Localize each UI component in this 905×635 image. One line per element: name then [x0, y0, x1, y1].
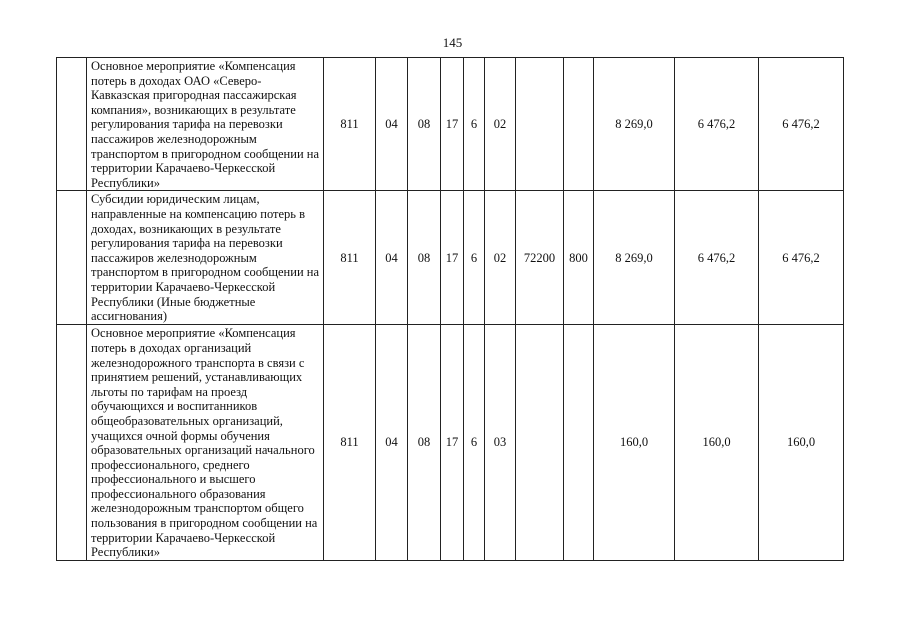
subprogram-code-cell: 6	[464, 191, 485, 325]
target-code-cell	[516, 58, 564, 191]
amount-3-cell: 6 476,2	[759, 191, 844, 325]
subsection-code-cell: 08	[408, 58, 441, 191]
amount-2-cell: 6 476,2	[675, 58, 759, 191]
table-row	[57, 191, 844, 325]
table-row	[57, 58, 844, 191]
program-code-cell: 17	[441, 58, 464, 191]
amount-1-cell: 8 269,0	[594, 58, 675, 191]
section-code-cell: 04	[376, 191, 408, 325]
ministry-code-cell: 811	[324, 191, 376, 325]
amount-1-cell: 160,0	[594, 325, 675, 561]
amount-2-cell: 160,0	[675, 325, 759, 561]
subsection-code-cell: 08	[408, 325, 441, 561]
event-code-cell: 02	[485, 191, 516, 325]
expense-type-cell	[564, 325, 594, 561]
ministry-code-cell: 811	[324, 325, 376, 561]
description-cell: Основное мероприятие «Компенсация потерь в доходах ОАО «Северо-Кавказская пригородная пассажирская компания», возникающих в результате регулирования тарифа на перевозки пассажиров железнодорожным транспортом в пригородном сообщении на территории Карачаево-Черкесской Республики»	[87, 58, 324, 191]
page-number: 145	[442, 35, 463, 50]
section-code-cell: 04	[376, 325, 408, 561]
program-code-cell: 17	[441, 325, 464, 561]
target-code-cell	[516, 325, 564, 561]
subprogram-code-cell: 6	[464, 58, 485, 191]
program-code-cell: 17	[441, 191, 464, 325]
description-cell: Субсидии юридическим лицам, направленные на компенсацию потерь в доходах, возникающих в результате регулирования тарифа на перевозки пассажиров железнодорожным транспортом в пригородном сообщении на территории Карачаево-Черкесской Республики (Иные бюджетные ассигнования)	[87, 191, 324, 325]
ministry-code-cell: 811	[324, 58, 376, 191]
table-row	[57, 325, 844, 561]
row-number-cell	[57, 191, 87, 325]
section-code-cell: 04	[376, 58, 408, 191]
event-code-cell: 03	[485, 325, 516, 561]
description-cell: Основное мероприятие «Компенсация потерь в доходах организаций железнодорожного транспорта в связи с принятием решений, устанавливающих льготы по тарифам на проезд обучающихся и воспитанников общеобразовательных организаций, учащихся очной формы обучения образовательных организаций начального профессионального, среднего профессионального и высшего профессионального образования железнодорожным транспортом общего пользования в пригородном сообщении на территории Карачаево-Черкесской Республики»	[87, 325, 324, 561]
amount-2-cell: 6 476,2	[675, 191, 759, 325]
expense-type-cell	[564, 58, 594, 191]
expense-type-cell: 800	[564, 191, 594, 325]
subprogram-code-cell: 6	[464, 325, 485, 561]
subsection-code-cell: 08	[408, 191, 441, 325]
amount-1-cell: 8 269,0	[594, 191, 675, 325]
row-number-cell	[57, 325, 87, 561]
event-code-cell: 02	[485, 58, 516, 191]
amount-3-cell: 160,0	[759, 325, 844, 561]
row-number-cell	[57, 58, 87, 191]
target-code-cell: 72200	[516, 191, 564, 325]
budget-table	[56, 57, 844, 561]
amount-3-cell: 6 476,2	[759, 58, 844, 191]
